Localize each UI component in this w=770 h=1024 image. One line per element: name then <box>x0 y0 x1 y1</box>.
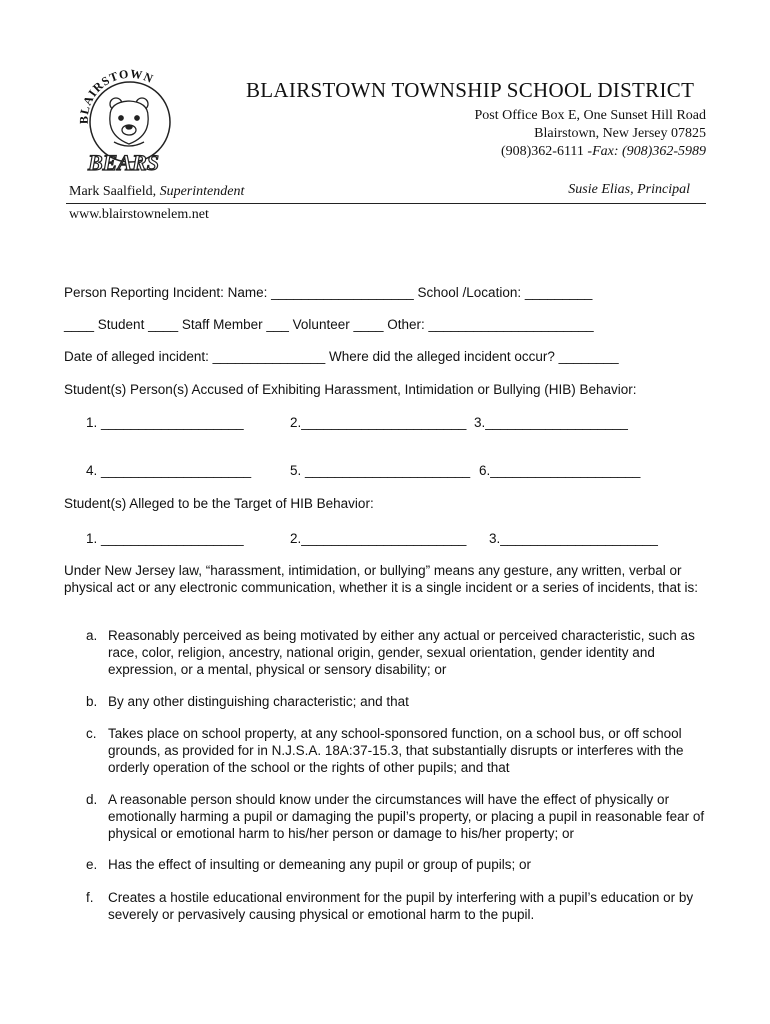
item-letter: d. <box>86 792 98 807</box>
fax-number: Fax: (908)362-5989 <box>592 144 706 159</box>
item-text: Takes place on school property, at any school-sponsored function, on a school bus, or off school grounds, as provided for in N.J.S.A. 18A:37-15.3, that substantially disrupts or interferes with the orderly operation of the school or the rights of other pupils; and that <box>108 726 684 775</box>
principal: Susie Elias, Principal <box>568 182 690 197</box>
accused-entry-5: 5. ______________________ <box>290 463 471 478</box>
website: www.blairstownelem.net <box>69 207 209 222</box>
superintendent <box>69 184 244 200</box>
law-item-c <box>86 725 716 776</box>
superintendent-name: Mark Saalfield, <box>69 184 160 199</box>
accused-entry-3: 3.___________________ <box>474 415 628 430</box>
item-text: Reasonably perceived as being motivated by either any actual or perceived characteristic, such as race, color, religion, ancestry, national origin, gender, sexual orientation, gender identity and expression, or a mental, physical or sensory disability; or <box>108 628 695 677</box>
logo-top-text: BLAIRSTOWN <box>76 66 156 125</box>
target-entry-3: 3._____________________ <box>489 531 658 546</box>
law-item-a <box>86 627 716 678</box>
accused-heading: Student(s) Person(s) Accused of Exhibiting Harassment, Intimidation or Bullying (HIB) Behavior: <box>64 382 637 397</box>
law-item-d <box>86 791 716 842</box>
item-text: By any other distinguishing characteristic; and that <box>108 694 409 709</box>
item-text: A reasonable person should know under the circumstances will have the effect of physically or emotionally harming a pupil or damaging the pupil’s property, or placing a pupil in reasonable fear of physical or emotional harm to his/her person or damage to his/her property; or <box>108 792 705 841</box>
target-entry-1: 1. ___________________ <box>86 531 244 546</box>
item-letter: a. <box>86 628 98 643</box>
law-intro: Under New Jersey law, “harassment, intimidation, or bullying” means any gesture, any written, verbal or physical act or any electronic communication, whether it is a single incident or a series of incidents, that is: <box>64 563 699 595</box>
item-letter: e. <box>86 857 98 872</box>
accused-entry-2: 2.______________________ <box>290 415 467 430</box>
address-line-1: Post Office Box E, One Sunset Hill Road <box>474 108 706 123</box>
logo-bottom-text: BEARS <box>88 150 159 175</box>
accused-entry-6: 6.____________________ <box>479 463 641 478</box>
item-text: Has the effect of insulting or demeaning any pupil or group of pupils; or <box>108 857 532 872</box>
target-entry-2: 2.______________________ <box>290 531 467 546</box>
phone-fax-line <box>501 144 706 160</box>
item-letter: f. <box>86 890 94 905</box>
role-line: ____ Student ____ Staff Member ___ Volunteer ____ Other: ______________________ <box>64 317 594 332</box>
accused-entry-1: 1. ___________________ <box>86 415 244 430</box>
item-text: Creates a hostile educational environment for the pupil by interfering with a pupil’s education or by severely or pervasively causing physical or emotional harm to the pupil. <box>108 890 694 922</box>
address-line-2: Blairstown, New Jersey 07825 <box>534 126 706 141</box>
item-letter: c. <box>86 726 97 741</box>
reporter-line: Person Reporting Incident: Name: ___________________ School /Location: _________ <box>64 285 593 300</box>
law-item-b <box>86 693 716 710</box>
superintendent-title: Superintendent <box>159 184 245 199</box>
accused-entry-4: 4. ____________________ <box>86 463 252 478</box>
law-item-e <box>86 856 716 873</box>
letterhead-divider <box>66 203 706 204</box>
item-letter: b. <box>86 694 98 709</box>
law-item-f <box>86 889 716 923</box>
phone-number: (908)362-6111 - <box>500 144 593 159</box>
date-line: Date of alleged incident: _______________ Where did the alleged incident occur? ________ <box>64 349 619 364</box>
district-name: BLAIRSTOWN TOWNSHIP SCHOOL DISTRICT <box>246 78 695 102</box>
bear-icon <box>110 98 148 146</box>
target-heading: Student(s) Alleged to be the Target of HIB Behavior: <box>64 496 374 511</box>
school-bear-logo <box>74 66 184 178</box>
